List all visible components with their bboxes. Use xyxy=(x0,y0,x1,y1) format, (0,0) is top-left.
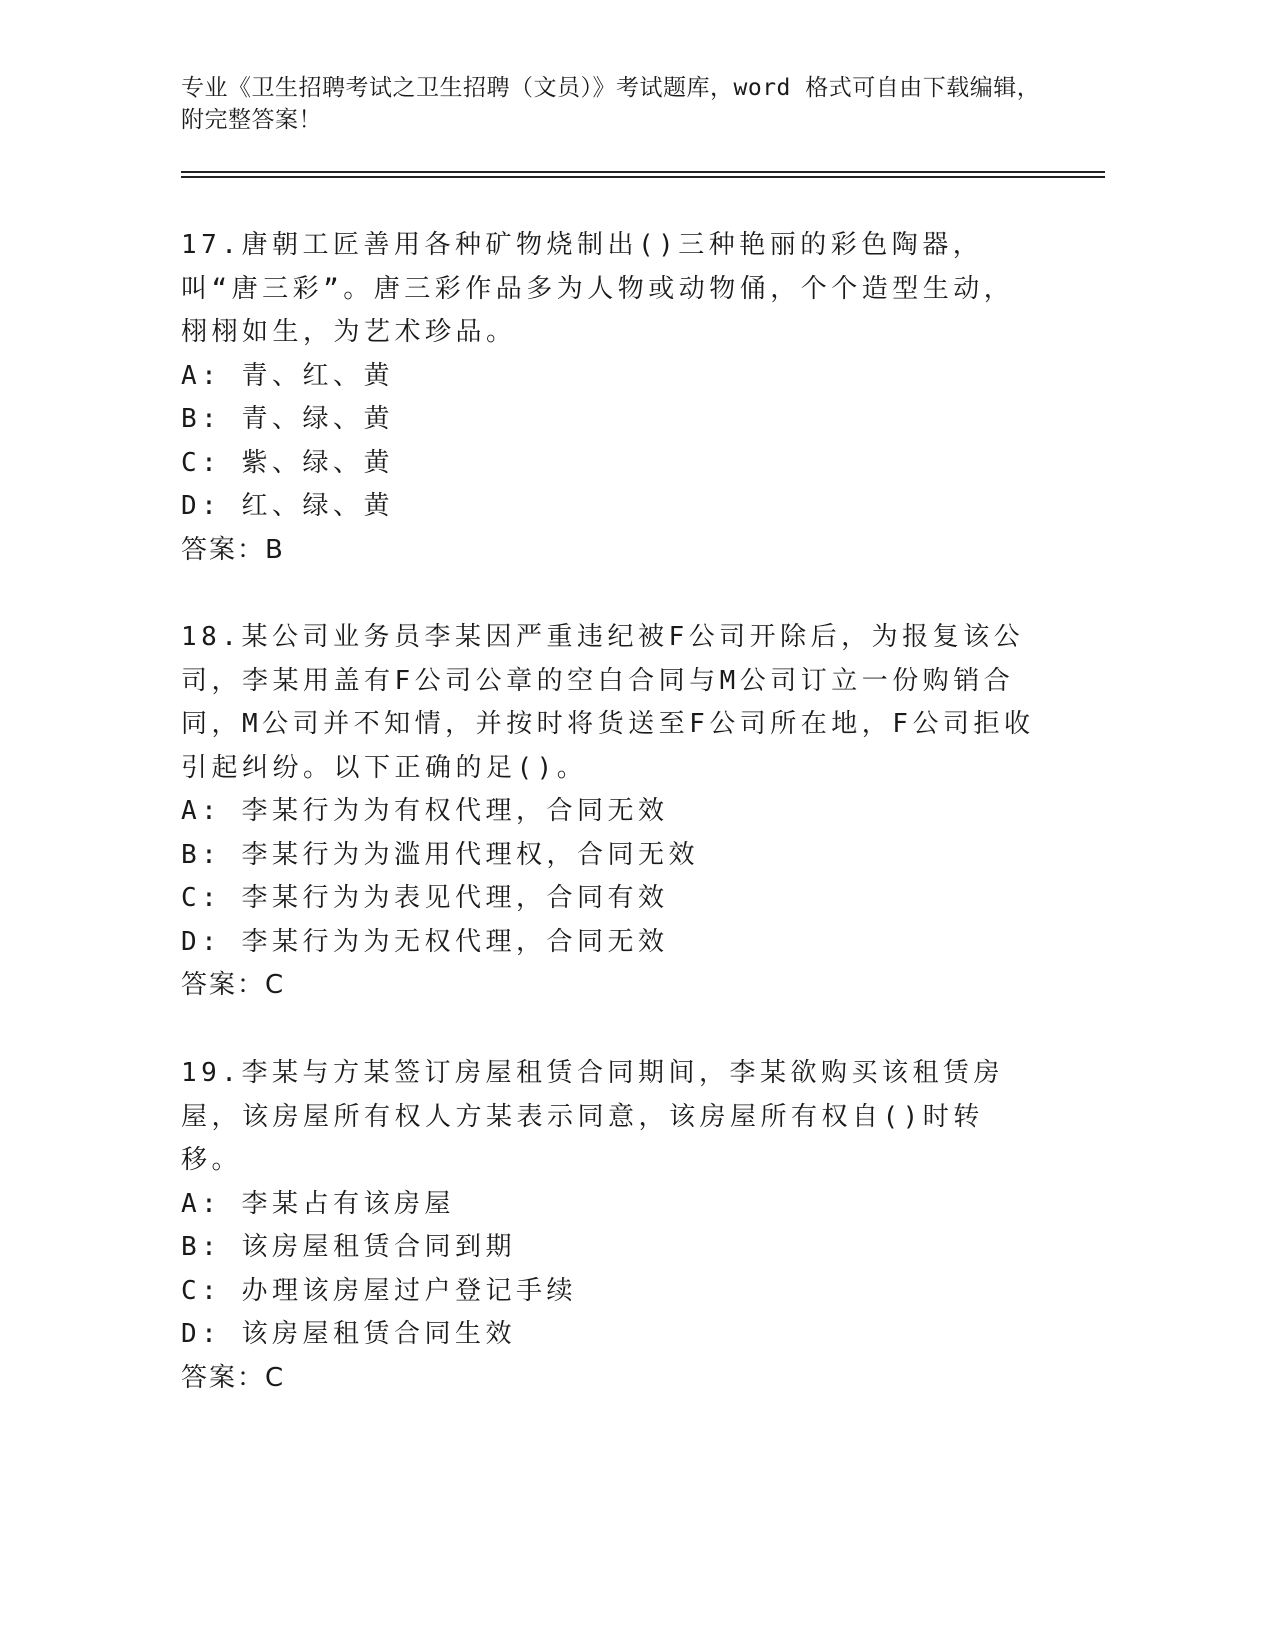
question-stem: 19.李某与方某签订房屋租赁合同期间，李某欲购买该租赁房屋，该房屋所有权人方某表示同意，该房屋所有权自()时转移。 xyxy=(181,1058,1004,1175)
document-header: 专业《卫生招聘考试之卫生招聘（文员）》考试题库，word 格式可自由下载编辑，附完整答案！ xyxy=(181,75,1041,133)
option-b: B: 该房屋租赁合同到期 xyxy=(181,1232,516,1262)
answer: 答案：C xyxy=(181,970,286,1000)
question-stem: 17.唐朝工匠善用各种矿物烧制出()三种艳丽的彩色陶器，叫“唐三彩”。唐三彩作品多为人物或动物俑，个个造型生动，栩栩如生，为艺术珍品。 xyxy=(181,230,1015,347)
option-c: C: 办理该房屋过户登记手续 xyxy=(181,1275,577,1306)
question-stem: 18.某公司业务员李某因严重违纪被F公司开除后，为报复该公司，李某用盖有F公司公章的空白合同与M公司订立一份购销合同，M公司并不知情，并按时将货送至F公司所在地，F公司拒收引起纠纷。以下正确的足()。 xyxy=(181,622,1035,783)
answer: 答案：B xyxy=(181,534,285,565)
option-d: D: 红、绿、黄 xyxy=(181,491,394,521)
option-d: D: 李某行为为无权代理，合同无效 xyxy=(181,926,669,957)
question-17 xyxy=(181,224,1041,572)
option-b: B: 青、绿、黄 xyxy=(181,404,394,434)
header-divider-line xyxy=(181,176,1105,178)
option-b: B: 李某行为为滥用代理权，合同无效 xyxy=(181,839,699,870)
option-a: A: 李某占有该房屋 xyxy=(181,1188,455,1219)
option-d: D: 该房屋租赁合同生效 xyxy=(181,1319,516,1349)
option-c: C: 李某行为为表见代理，合同有效 xyxy=(181,883,669,913)
header-divider-line xyxy=(181,171,1105,173)
question-18 xyxy=(181,616,1041,1008)
option-a: A: 青、红、黄 xyxy=(181,360,394,391)
option-a: A: 李某行为为有权代理，合同无效 xyxy=(181,796,669,826)
question-19 xyxy=(181,1052,1041,1400)
answer: 答案：C xyxy=(181,1362,286,1393)
option-c: C: 紫、绿、黄 xyxy=(181,447,394,478)
